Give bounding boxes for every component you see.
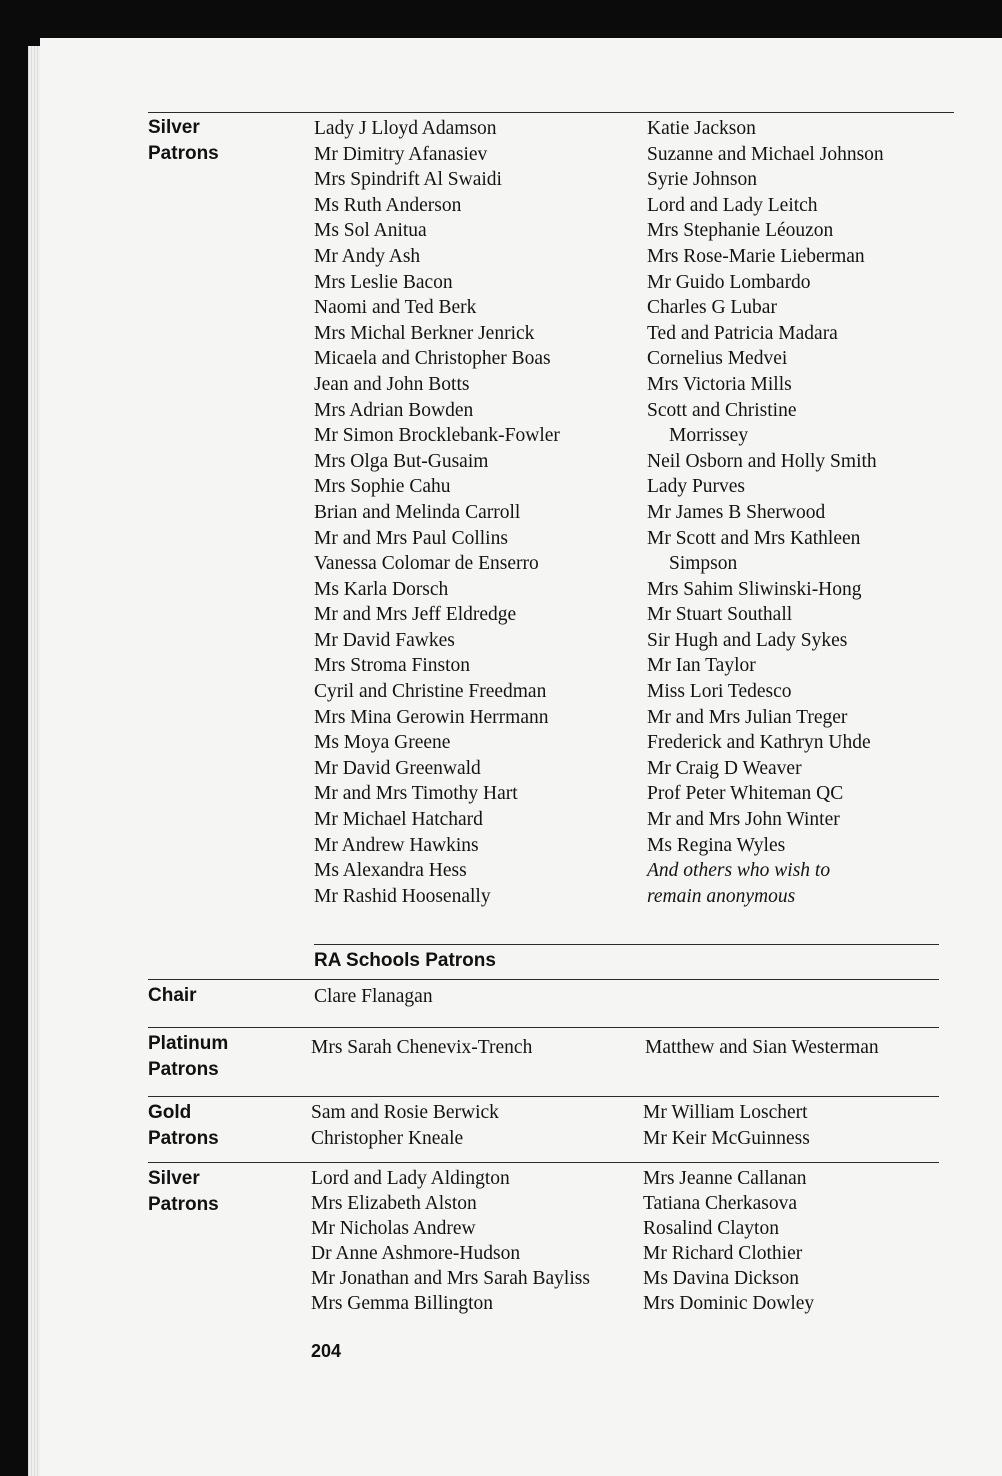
label-line: Patrons [148,1193,219,1215]
patron-name: Dr Anne Ashmore-Hudson [311,1243,521,1264]
patron-name: Mrs Stephanie Léouzon [647,220,834,242]
chair-label: Chair [148,985,197,1006]
patron-name: Scott and Christine [647,399,797,421]
patron-name: Mr Andy Ash [314,245,421,267]
patron-name: Ms Regina Wyles [647,834,786,856]
patron-name: Christopher Kneale [311,1127,464,1149]
patron-name: Frederick and Kathryn Uhde [647,732,871,754]
patron-name: And others who wish to [647,860,831,882]
patron-name: Mr Guido Lombardo [647,271,811,293]
patron-name: Mrs Sophie Cahu [314,476,451,498]
patron-name: Syrie Johnson [647,169,757,191]
patron-name: Mr Scott and Mrs Kathleen [647,527,861,549]
patron-name: Mrs Stroma Finston [314,655,471,677]
patron-name: Mr and Mrs Paul Collins [314,527,508,549]
patron-name: Katie Jackson [647,118,756,139]
gold-column-1 [311,1100,499,1151]
ra-silver-patrons-label [148,1166,219,1217]
patron-name: Lord and Lady Leitch [647,194,818,216]
patron-name: Mrs Elizabeth Alston [311,1193,477,1214]
patron-name: Ms Alexandra Hess [314,860,467,882]
ra-silver-column-1 [311,1166,590,1316]
patron-name: Naomi and Ted Berk [314,297,477,319]
chair-rule [148,979,939,980]
patron-name: Mr William Loschert [643,1102,808,1123]
patron-name: Mrs Olga But-Gusaim [314,450,489,472]
patron-name: Mr David Greenwald [314,757,481,779]
patron-name: Mr Richard Clothier [643,1243,803,1264]
ra-schools-top-rule [314,944,939,945]
patron-name: remain anonymous [647,885,796,907]
patron-name: Mrs Jeanne Callanan [643,1168,807,1189]
patron-name: Lady J Lloyd Adamson [314,118,497,139]
patron-name: Mr Nicholas Andrew [311,1218,476,1239]
patron-name: Mrs Adrian Bowden [314,399,474,421]
platinum-column-2 [645,1035,879,1061]
platinum-patrons-label [148,1031,228,1082]
patron-name: Ms Sol Anitua [314,220,427,242]
chair-name: Clare Flanagan [314,986,433,1007]
patron-name: Rosalind Clayton [643,1218,779,1239]
patron-name: Charles G Lubar [647,297,777,319]
patron-name: Matthew and Sian Westerman [645,1037,879,1058]
label-line: Silver [148,117,200,138]
silver-patrons-label [148,115,219,166]
patron-name: Mrs Michal Berkner Jenrick [314,322,535,344]
patron-name: Mr and Mrs Julian Treger [647,706,848,728]
patron-name: Mr Stuart Southall [647,604,793,626]
patron-name: Mr Michael Hatchard [314,809,483,831]
patron-name: Mr David Fawkes [314,629,455,651]
patron-name: Mrs Gemma Billington [311,1293,493,1314]
patron-name: Ms Karla Dorsch [314,578,449,600]
ra-silver-rule [148,1162,939,1163]
patron-name: Mrs Spindrift Al Swaidi [314,169,502,191]
ra-schools-heading: RA Schools Patrons [314,950,496,971]
patron-name: Mr Rashid Hoosenally [314,885,491,907]
patron-name: Miss Lori Tedesco [647,681,792,703]
patron-name: Mr Craig D Weaver [647,757,802,779]
ra-silver-column-2 [643,1166,814,1316]
patron-name: Mr James B Sherwood [647,501,826,523]
patron-name: Lady Purves [647,476,746,498]
patron-name: Ted and Patricia Madara [647,322,838,344]
patron-name: Lord and Lady Aldington [311,1168,510,1189]
patron-name: Jean and John Botts [314,373,470,395]
gold-rule [148,1096,939,1097]
patron-name: Brian and Melinda Carroll [314,501,521,523]
patron-name: Mrs Sahim Sliwinski-Hong [647,578,862,600]
patron-name: Mr and Mrs Timothy Hart [314,783,518,805]
platinum-rule [148,1027,939,1028]
patron-name: Mrs Leslie Bacon [314,271,453,293]
gold-patrons-label [148,1100,219,1151]
label-line: Gold [148,1102,192,1123]
patron-name: Mr Jonathan and Mrs Sarah Bayliss [311,1268,590,1289]
patron-name: Ms Moya Greene [314,732,451,754]
patron-name: Cyril and Christine Freedman [314,681,547,703]
gold-column-2 [643,1100,810,1151]
label-line: Patrons [148,142,219,164]
patron-name: Mr and Mrs Jeff Eldredge [314,604,517,626]
chair-names [314,984,433,1010]
label-line: Platinum [148,1033,229,1054]
patron-name: Mr and Mrs John Winter [647,809,840,831]
label-line: Silver [148,1168,200,1189]
patron-name: Vanessa Colomar de Enserro [314,553,539,575]
silver-patrons-column-2 [647,116,884,909]
patron-name: Cornelius Medvei [647,348,788,370]
patron-name: Neil Osborn and Holly Smith [647,450,877,472]
silver-patrons-column-1 [314,116,560,909]
platinum-column-1 [311,1035,532,1061]
top-rule [148,112,954,113]
patron-name: Ms Davina Dickson [643,1268,799,1289]
patron-name: Ms Ruth Anderson [314,194,462,216]
patron-name: Mr Keir McGuinness [643,1127,810,1149]
patron-name: Mrs Dominic Dowley [643,1293,815,1314]
patron-name: Mr Simon Brocklebank-Fowler [314,425,560,447]
label-line: Patrons [148,1058,219,1080]
patron-name: Tatiana Cherkasova [643,1193,798,1214]
patron-name: Mrs Sarah Chenevix-Trench [311,1037,533,1058]
patron-name: Simpson [669,553,738,575]
patron-name: Mr Dimitry Afanasiev [314,143,488,165]
patron-name: Micaela and Christopher Boas [314,348,551,370]
patron-name: Morrissey [669,425,749,447]
patron-name: Sam and Rosie Berwick [311,1102,499,1123]
patron-name: Mrs Mina Gerowin Herrmann [314,706,549,728]
patron-name: Prof Peter Whiteman QC [647,783,844,805]
patron-name: Mr Andrew Hawkins [314,834,479,856]
label-line: Patrons [148,1127,219,1149]
patron-name: Mrs Rose-Marie Lieberman [647,245,865,267]
patron-name: Mr Ian Taylor [647,655,756,677]
patron-name: Sir Hugh and Lady Sykes [647,629,848,651]
page-number: 204 [311,1341,342,1361]
patron-name: Mrs Victoria Mills [647,373,792,395]
patron-name: Suzanne and Michael Johnson [647,143,884,165]
